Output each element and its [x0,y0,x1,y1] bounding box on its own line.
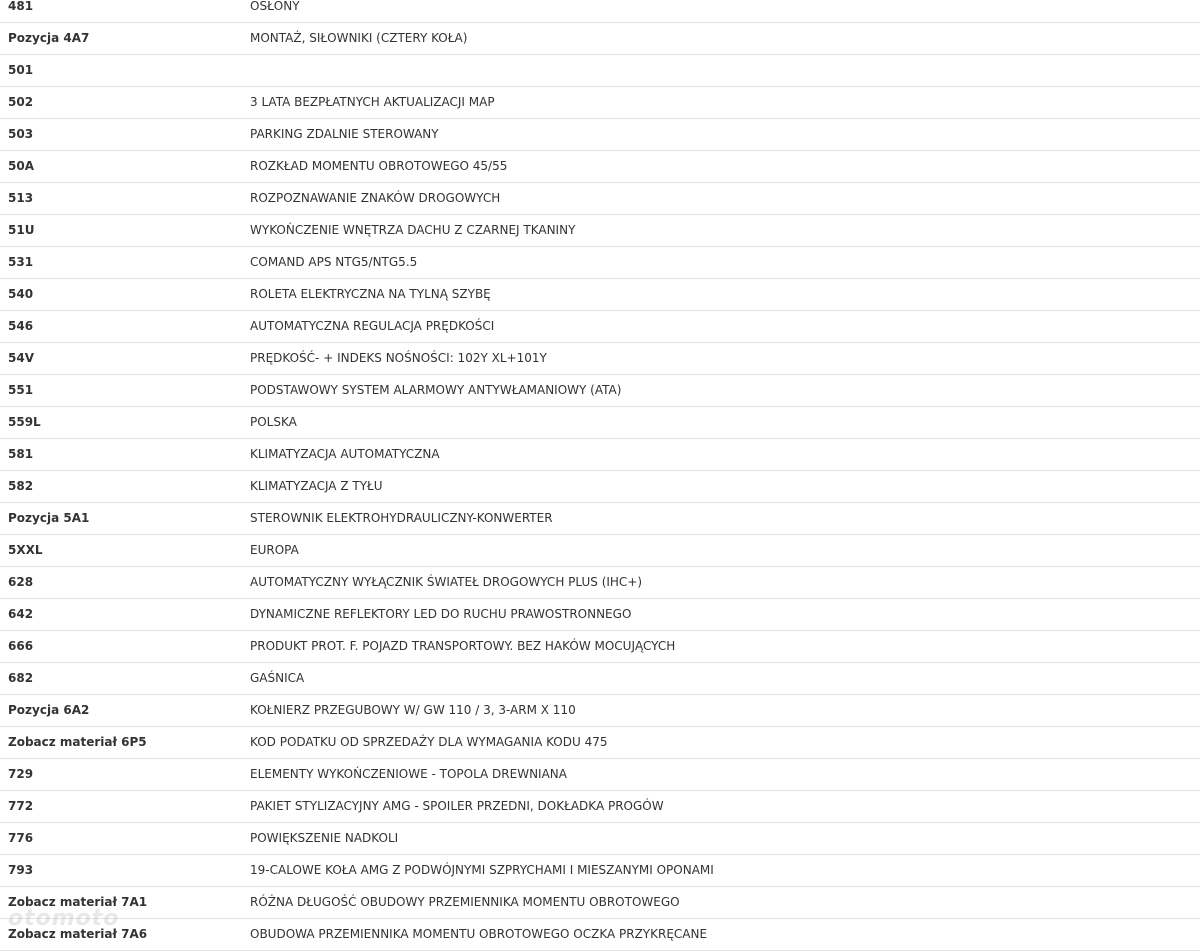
option-description: EUROPA [250,543,299,557]
table-row [0,535,1200,567]
watermark-logo: otomoto [8,906,120,931]
option-code: 772 [8,799,34,813]
option-code: 776 [8,831,34,845]
table-row [0,503,1200,535]
option-description: PRODUKT PROT. F. POJAZD TRANSPORTOWY. BEZ HAKÓW MOCUJĄCYCH [250,639,676,653]
option-description: PODSTAWOWY SYSTEM ALARMOWY ANTYWŁAMANIOWY (ATA) [250,383,622,397]
option-description: OSŁONY [250,0,300,13]
option-description: MONTAŻ, SIŁOWNIKI (CZTERY KOŁA) [250,31,468,45]
table-row [0,471,1200,503]
option-description: ROLETA ELEKTRYCZNA NA TYLNĄ SZYBĘ [250,287,491,301]
option-code: 551 [8,383,34,397]
option-code: 531 [8,255,34,269]
option-code: Pozycja 4A7 [8,31,90,45]
option-code: 51U [8,223,35,237]
option-description: 19-CALOWE KOŁA AMG Z PODWÓJNYMI SZPRYCHAMI I MIESZANYMI OPONAMI [250,863,714,877]
table-row [0,87,1200,119]
option-description: POLSKA [250,415,297,429]
option-code: 54V [8,351,34,365]
table-row [0,791,1200,823]
option-description: KLIMATYZACJA Z TYŁU [250,479,383,493]
option-code: 729 [8,767,34,781]
table-row [0,215,1200,247]
option-code: 559L [8,415,41,429]
table-row [0,727,1200,759]
table-row [0,183,1200,215]
option-code: Pozycja 6A2 [8,703,90,717]
option-description: ROZKŁAD MOMENTU OBROTOWEGO 45/55 [250,159,508,173]
option-description: WYKOŃCZENIE WNĘTRZA DACHU Z CZARNEJ TKANINY [250,223,576,237]
table-row [0,23,1200,55]
option-description: PRĘDKOŚĆ- + INDEKS NOŚNOŚCI: 102Y XL+101Y [250,351,547,365]
option-code: 582 [8,479,34,493]
option-code: 540 [8,287,34,301]
option-code: 5XXL [8,543,43,557]
option-description: KLIMATYZACJA AUTOMATYCZNA [250,447,440,461]
table-row [0,599,1200,631]
table-row [0,55,1200,87]
table-row [0,439,1200,471]
table-row [0,311,1200,343]
option-description: AUTOMATYCZNY WYŁĄCZNIK ŚWIATEŁ DROGOWYCH PLUS (IHC+) [250,575,643,589]
option-code: 50A [8,159,34,173]
option-code: 666 [8,639,34,653]
option-code: 513 [8,191,34,205]
option-code: 503 [8,127,34,141]
table-row [0,119,1200,151]
option-description: COMAND APS NTG5/NTG5.5 [250,255,418,269]
option-description: AUTOMATYCZNA REGULACJA PRĘDKOŚCI [250,319,495,333]
option-description: PARKING ZDALNIE STEROWANY [250,127,439,141]
table-row [0,919,1200,951]
option-description: POWIĘKSZENIE NADKOLI [250,831,399,845]
option-code: 628 [8,575,34,589]
option-code: Pozycja 5A1 [8,511,90,525]
table-row [0,567,1200,599]
table-row [0,695,1200,727]
option-description: STEROWNIK ELEKTROHYDRAULICZNY-KONWERTER [250,511,553,525]
option-code: 642 [8,607,34,621]
option-description: OBUDOWA PRZEMIENNIKA MOMENTU OBROTOWEGO OCZKA PRZYKRĘCANE [250,927,708,941]
table-row [0,823,1200,855]
table-row [0,279,1200,311]
option-code: 682 [8,671,34,685]
option-description: GAŚNICA [250,671,305,685]
table-row [0,855,1200,887]
table-row [0,247,1200,279]
option-description: KOŁNIERZ PRZEGUBOWY W/ GW 110 / 3, 3-ARM X 110 [250,703,576,717]
table-row [0,343,1200,375]
option-code: 793 [8,863,34,877]
option-description: KOD PODATKU OD SPRZEDAŻY DLA WYMAGANIA KODU 475 [250,735,608,749]
table-row [0,375,1200,407]
table-row [0,887,1200,919]
table-row [0,663,1200,695]
table-row [0,151,1200,183]
option-code: 481 [8,0,34,13]
option-description: ELEMENTY WYKOŃCZENIOWE - TOPOLA DREWNIANA [250,767,567,781]
option-code: 502 [8,95,34,109]
option-description: 3 LATA BEZPŁATNYCH AKTUALIZACJI MAP [250,95,495,109]
option-code: 501 [8,63,34,77]
table-row [0,631,1200,663]
table-row [0,759,1200,791]
option-code: Zobacz materiał 7A6 [8,927,148,941]
table-row [0,0,1200,23]
option-code: 581 [8,447,34,461]
table-row [0,407,1200,439]
option-description: RÓŻNA DŁUGOŚĆ OBUDOWY PRZEMIENNIKA MOMENTU OBROTOWEGO [250,895,680,909]
option-description: PAKIET STYLIZACYJNY AMG - SPOILER PRZEDNI, DOKŁADKA PROGÓW [250,799,664,813]
option-code: Zobacz materiał 7A1 [8,895,148,909]
option-description: DYNAMICZNE REFLEKTORY LED DO RUCHU PRAWOSTRONNEGO [250,607,632,621]
option-code: Zobacz materiał 6P5 [8,735,147,749]
option-code: 546 [8,319,34,333]
option-description: ROZPOZNAWANIE ZNAKÓW DROGOWYCH [250,191,501,205]
